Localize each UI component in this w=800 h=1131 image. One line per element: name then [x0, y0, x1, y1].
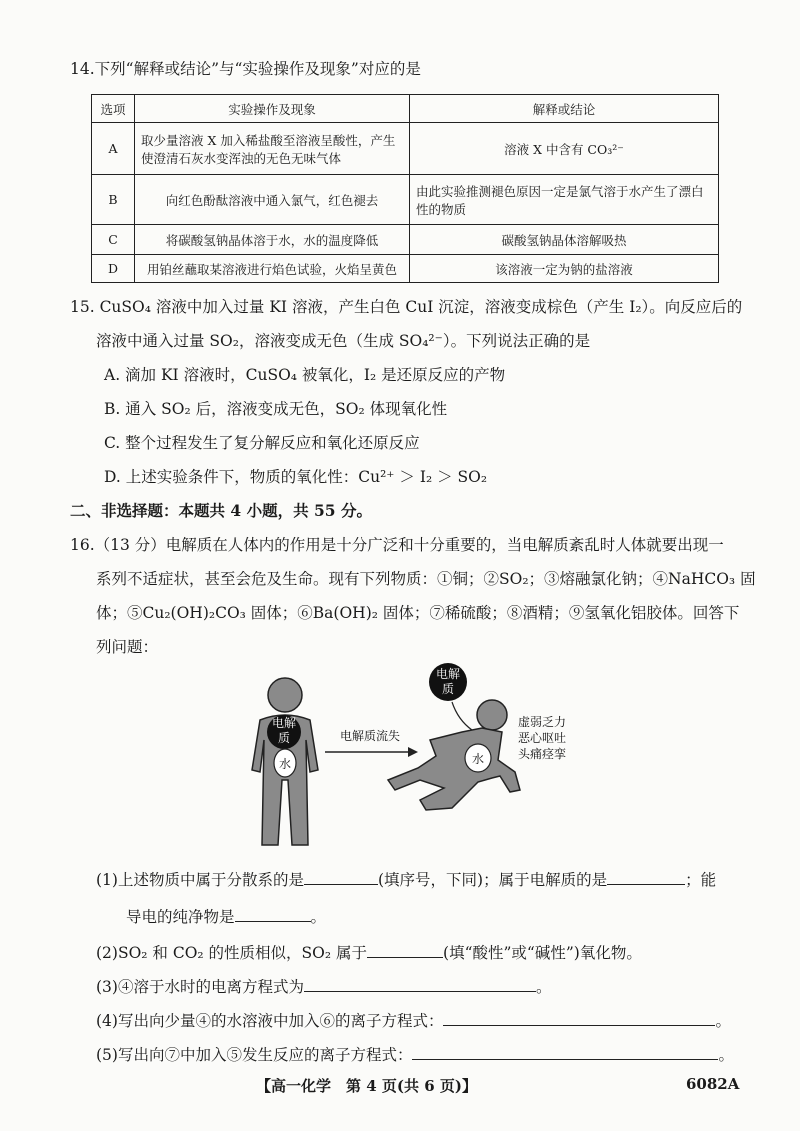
q16-part2 [96, 941, 642, 964]
q15-option-c: C. 整个过程发生了复分解反应和氧化还原反应 [104, 434, 420, 452]
row-operation: 将碳酸氢钠晶体溶于水，水的温度降低 [135, 225, 410, 255]
q16-part3 [96, 975, 551, 998]
floating-ball-label-line1: 电解 [435, 667, 461, 681]
floating-ball-label-line2: 质 [441, 682, 455, 696]
paper-code: 6082A [686, 1075, 740, 1093]
header-operation: 实验操作及现象 [135, 95, 410, 123]
row-option: D [92, 255, 135, 283]
q15-option-d: D. 上述实验条件下，物质的氧化性：Cu²⁺ ＞ I₂ ＞ SO₂ [104, 468, 488, 486]
row-option: B [92, 175, 135, 225]
q14-stem: 14.下列“解释或结论”与“实验操作及现象”对应的是 [70, 60, 421, 78]
table-row [92, 255, 719, 283]
body-label-line2: 质 [277, 731, 291, 745]
table-row [92, 175, 719, 225]
row-operation: 取少量溶液 X 加入稀盐酸至溶液呈酸性，产生使澄清石灰水变浑浊的无色无味气体 [135, 123, 410, 175]
q16-part1-line1 [96, 868, 716, 891]
part1-text-c: ；能 [685, 871, 717, 889]
answer-blank-electrolyte[interactable] [607, 868, 685, 885]
answer-blank-dispersion[interactable] [304, 868, 378, 885]
q16-line3: 体；⑤Cu₂(OH)₂CO₃ 固体；⑥Ba(OH)₂ 固体；⑦稀硫酸；⑧酒精；⑨氢氧化铝胶体。回答下 [96, 604, 740, 622]
table-row [92, 225, 719, 255]
q15-option-a: A. 滴加 KI 溶液时，CuSO₄ 被氧化，I₂ 是还原反应的产物 [104, 366, 506, 384]
part1-text-d: 导电的纯净物是 [126, 908, 235, 926]
q15-option-b: B. 通入 SO₂ 后，溶液变成无色，SO₂ 体现氧化性 [104, 400, 448, 418]
part5-text-a: (5)写出向⑦中加入⑤发生反应的离子方程式： [96, 1046, 413, 1064]
table-header-row [92, 95, 719, 123]
q15-line2: 溶液中通入过量 SO₂，溶液变成无色（生成 SO₄²⁻）。下列说法正确的是 [96, 332, 591, 350]
q15-line1: 15. CuSO₄ 溶液中加入过量 KI 溶液，产生白色 CuI 沉淀，溶液变成棕色（产生 I₂）。向反应后的 [70, 298, 743, 316]
answer-blank-ionization[interactable] [304, 975, 536, 992]
part4-text-b: 。 [715, 1012, 731, 1030]
q16-line2: 系列不适症状，甚至会危及生命。现有下列物质：①铜；②SO₂；③熔融氯化钠；④NaHCO₃ 固 [96, 570, 756, 588]
fallen-person-illustration [388, 700, 520, 810]
row-option: C [92, 225, 135, 255]
part4-text-a: (4)写出向少量④的水溶液中加入⑥的离子方程式： [96, 1012, 444, 1030]
row-explanation: 该溶液一定为钠的盐溶液 [410, 255, 719, 283]
ball-tether-line [452, 702, 472, 730]
header-explanation: 解释或结论 [410, 95, 719, 123]
part1-text-e: 。 [310, 908, 327, 926]
answer-blank-oxide-type[interactable] [367, 941, 443, 958]
q14-table [91, 94, 719, 283]
part1-text-b: (填序号，下同)；属于电解质的是 [377, 871, 608, 889]
part5-text-b: 。 [718, 1046, 734, 1064]
arrow-head-icon [408, 747, 418, 757]
water-label: 水 [471, 752, 485, 766]
body-label-line1: 电解 [271, 716, 297, 730]
row-operation: 向红色酚酞溶液中通入氯气，红色褪去 [135, 175, 410, 225]
q16-line4: 列问题： [96, 638, 159, 656]
water-label: 水 [278, 757, 292, 771]
header-option: 选项 [92, 95, 135, 123]
row-option: A [92, 123, 135, 175]
answer-blank-ionic-eq-4[interactable] [443, 1009, 715, 1026]
symptom-nausea: 恶心呕吐 [518, 731, 567, 745]
symptom-headache: 头痛痉挛 [518, 747, 567, 761]
q16-line1: 16.（13 分）电解质在人体内的作用是十分广泛和十分重要的，当电解质紊乱时人体就要出现一 [70, 536, 724, 554]
answer-blank-ionic-eq-5[interactable] [412, 1043, 718, 1060]
q16-part5 [96, 1043, 734, 1066]
electrolyte-loss-figure [230, 660, 600, 860]
part2-text-b: (填“酸性”或“碱性”)氧化物。 [443, 944, 642, 962]
symptom-weakness: 虚弱乏力 [518, 715, 567, 729]
arrow-label: 电解质流失 [339, 729, 401, 743]
table-row [92, 123, 719, 175]
row-explanation: 由此实验推测褪色原因一定是氯气溶于水产生了漂白性的物质 [410, 175, 719, 225]
row-operation: 用铂丝蘸取某溶液进行焰色试验，火焰呈黄色 [135, 255, 410, 283]
part3-text-b: 。 [535, 978, 552, 996]
section-heading: 二、非选择题：本题共 4 小题，共 55 分。 [70, 501, 372, 520]
q16-part4 [96, 1009, 731, 1032]
answer-blank-conductive[interactable] [235, 905, 311, 922]
part3-text-a: (3)④溶于水时的电离方程式为 [96, 978, 304, 996]
row-explanation: 溶液 X 中含有 CO₃²⁻ [410, 123, 719, 175]
part2-text-a: (2)SO₂ 和 CO₂ 的性质相似，SO₂ 属于 [96, 944, 368, 962]
part1-text-a: (1)上述物质中属于分散系的是 [96, 871, 304, 889]
page-footer: 【高一化学 第 4 页(共 6 页)】 [256, 1077, 477, 1095]
row-explanation: 碳酸氢钠晶体溶解吸热 [410, 225, 719, 255]
q16-part1-line2 [126, 905, 326, 928]
